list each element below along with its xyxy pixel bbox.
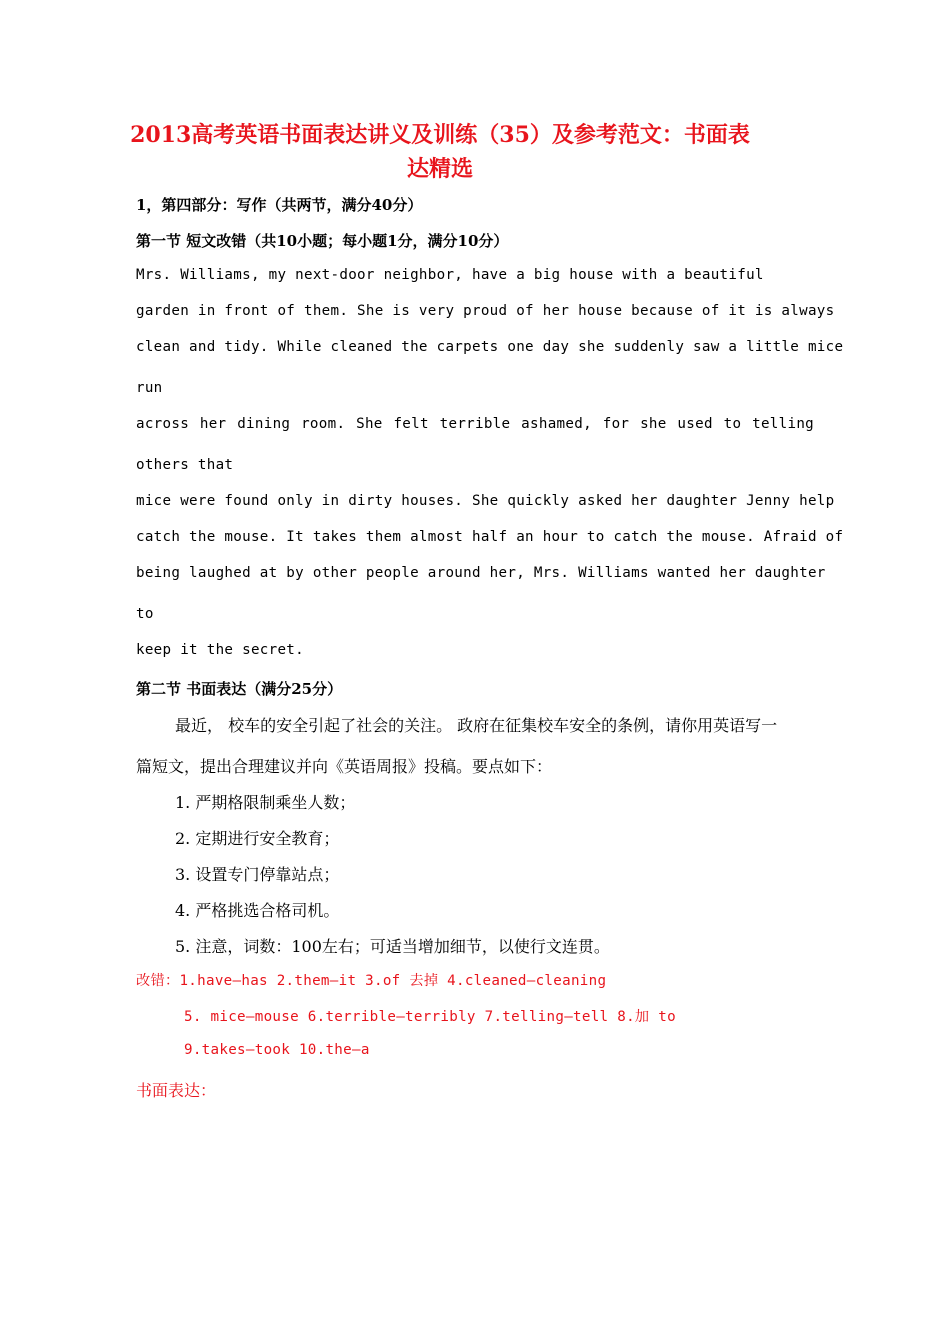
requirement-point-1: 1. 严期格限制乘坐人数； (175, 793, 356, 812)
prompt-line-2: 篇短文，提出合理建议并向《英语周报》投稿。要点如下： (136, 757, 553, 776)
passage-line-6: others that (136, 457, 234, 473)
answer-key-line-1: 改错：1.have—has 2.them—it 3.of 去掉 4.cleaned—cleaning (136, 973, 607, 989)
passage-line-7: mice were found only in dirty houses. She quickly asked her daughter Jenny help (136, 493, 835, 509)
requirement-point-5: 5. 注意，词数：100左右；可适当增加细节，以使行文连贯。 (175, 937, 610, 956)
passage-line-4: run (136, 380, 163, 396)
writing-label: 书面表达： (136, 1081, 217, 1100)
answer-key-line-3: 9.takes—took 10.the—a (184, 1042, 370, 1058)
document-title-line-1: 2013高考英语书面表达讲义及训练（35）及参考范文：书面表 (130, 122, 750, 148)
part-heading: 1，第四部分：写作（共两节，满分40分） (136, 196, 423, 214)
answer-key-line-2: 5. mice—mouse 6.terrible—terribly 7.telling—tell 8.加 to (184, 1009, 676, 1025)
section-1-heading: 第一节 短文改错（共10小题；每小题1分，满分10分） (136, 232, 509, 250)
passage-line-3: clean and tidy. While cleaned the carpets one day she suddenly saw a little mice (136, 339, 844, 355)
passage-line-10: to (136, 606, 154, 622)
passage-line-11: keep it the secret. (136, 642, 304, 658)
passage-line-8: catch the mouse. It takes them almost half an hour to catch the mouse. Afraid of (136, 529, 844, 545)
requirement-point-2: 2. 定期进行安全教育； (175, 829, 340, 848)
passage-line-2: garden in front of them. She is very proud of her house because of it is always (136, 303, 835, 319)
requirement-point-3: 3. 设置专门停靠站点； (175, 865, 340, 884)
prompt-line-1: 最近， 校车的安全引起了社会的关注。 政府在征集校车安全的条例，请你用英语写一 (175, 716, 778, 735)
passage-line-5: across her dining room. She felt terrible ashamed, for she used to telling (136, 416, 814, 432)
passage-line-9: being laughed at by other people around her, Mrs. Williams wanted her daughter (136, 565, 826, 581)
requirement-point-4: 4. 严格挑选合格司机。 (175, 901, 340, 920)
document-title-line-2: 达精选 (406, 156, 473, 182)
section-2-heading: 第二节 书面表达（满分25分） (136, 680, 343, 698)
passage-line-1: Mrs. Williams, my next-door neighbor, have a big house with a beautiful (136, 267, 764, 283)
